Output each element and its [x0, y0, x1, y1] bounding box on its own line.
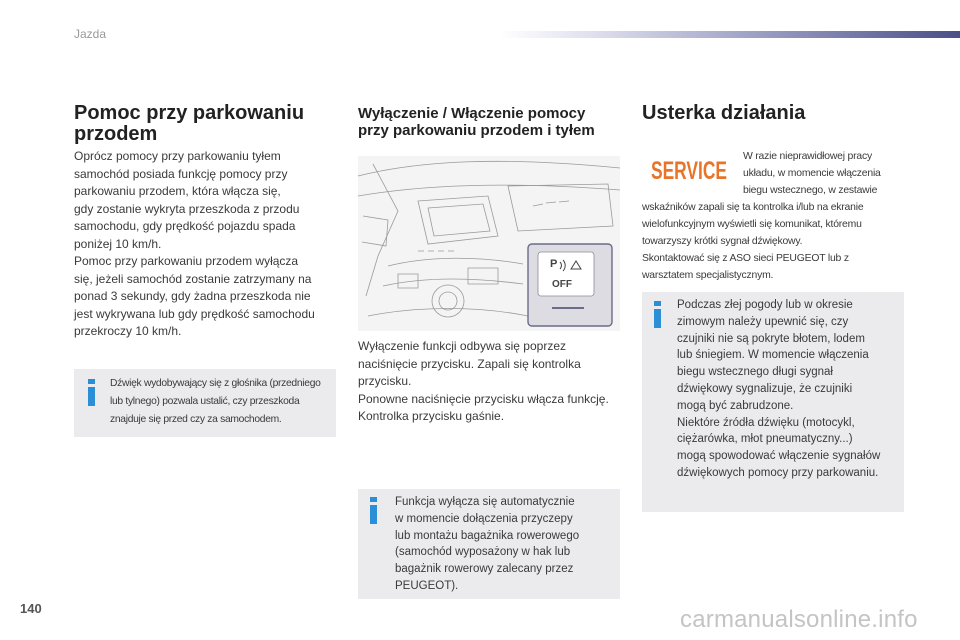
page-number: 140 — [20, 601, 42, 616]
heading-disable-enable: Wyłączenie / Włączenie pomocy przy parkowaniu przodem i tyłem — [358, 105, 595, 139]
info-text-speaker: Dźwięk wydobywający się z głośnika (przedniego lub tylnego) pozwala ustalić, czy przeszkoda znajduje się przed czy za samochodem. — [110, 378, 321, 425]
malfunction-text-intro: W razie nieprawidłowej pracy układu, w momencie włączenia biegu wstecznego, w zestawie — [743, 151, 881, 196]
service-warning-icon — [650, 152, 728, 186]
svg-text:SERVICE: SERVICE — [651, 157, 727, 185]
heading-malfunction: Usterka działania — [642, 102, 806, 124]
info-box-weather — [642, 292, 904, 512]
header-gradient-bar — [500, 31, 960, 38]
disable-instructions-text: Wyłączenie funkcji odbywa się poprzez naciśnięcie przycisku. Zapali się kontrolka przycisku. Ponowne naciśnięcie przycisku włącza funkcję. Kontrolka przycisku gaśnie. — [358, 339, 609, 423]
info-text-weather: Podczas złej pogody lub w okresie zimowym należy upewnić się, czy czujniki nie są pokryte błotem, lodem lub śniegiem. W momencie włączenia biegu wstecznego długi sygnał dźwiękowy sygnalizuje, że czujniki mogą być zabrudzone. Niektóre źródła dźwięku (motocykl, ciężarówka, młot pneumatyczny...) mogą spowodować włączenie sygnałów dźwiękowych pomocy przy parkowaniu. — [677, 299, 881, 479]
watermark: carmanualsonline.info — [680, 606, 918, 633]
dashboard-sketch-image — [358, 156, 620, 331]
info-box-trailer — [358, 489, 620, 599]
info-box-speaker — [74, 369, 336, 437]
info-text-trailer: Funkcja wyłącza się automatycznie w momencie dołączenia przyczepy lub montażu bagażnika rowerowego (samochód wyposażony w hak lub bagażnik rowerowy zalecany przez PEUGEOT). — [395, 496, 580, 592]
off-button-label: OFF — [552, 279, 572, 290]
front-parking-assist-text: Oprócz pomocy przy parkowaniu tyłem samochód posiada funkcję pomocy przy parkowaniu przodem, która włącza się, gdy zostanie wykryta przeszkoda z przodu samochodu, gdy prędkość pojazdu spada poniżej 10 km/h. Pomoc przy parkowaniu przodem wyłącza się, jeżeli samochód zostanie zatrzymany na ponad 3 sekundy, gdy żadna przeszkoda nie jest wykrywana lub gdy prędkość samochodu przekroczy 10 km/h. — [74, 149, 315, 338]
section-label: Jazda — [74, 27, 107, 41]
heading-front-parking-assist: Pomoc przy parkowaniu przodem — [74, 102, 305, 145]
svg-text:P: P — [550, 258, 558, 270]
malfunction-text: wskaźników zapali się ta kontrolka i/lub na ekranie wielofunkcyjnym wyświetli się komunikat, któremu towarzyszy krótki sygnał dźwiękowy. Skontaktować się z ASO sieci PEUGEOT lub z warsztatem specjalistycznym. — [642, 202, 864, 281]
